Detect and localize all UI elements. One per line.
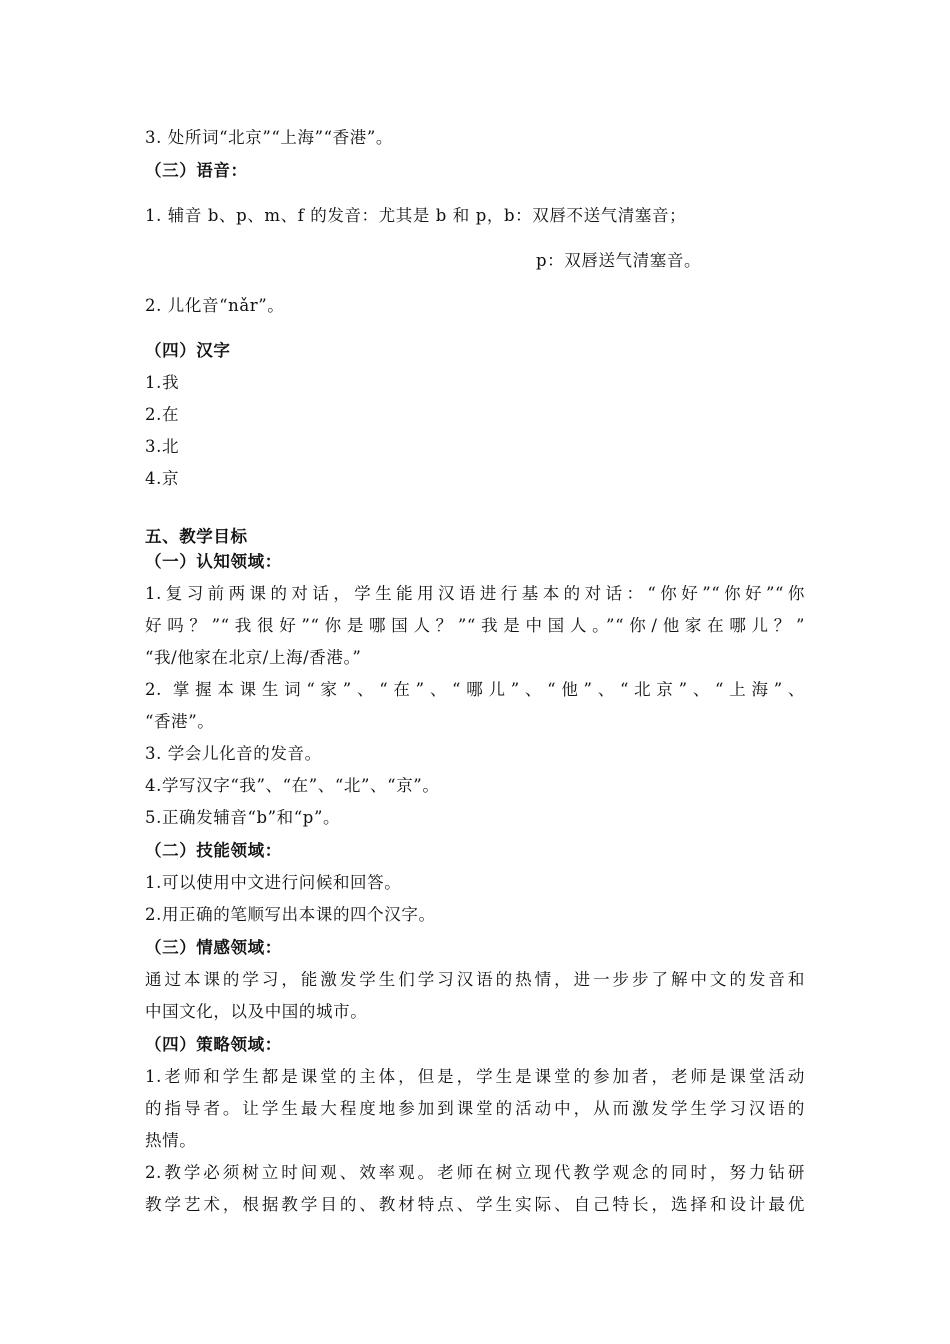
strategy-domain-heading: （四）策略领域： xyxy=(145,1035,282,1054)
cognitive-domain-heading: （一）认知领域： xyxy=(145,552,282,571)
cognitive-line: 好吗？”“我很好”“你是哪国人？”“我是中国人。”“你/他家在哪儿？” xyxy=(145,616,805,635)
affective-domain-heading: （三）情感领域： xyxy=(145,938,282,957)
character-item: 4.京 xyxy=(145,469,180,488)
phonetics-item-3: 3. 处所词“北京”“上海”“香港”。 xyxy=(145,128,393,147)
teaching-goals-heading: 五、教学目标 xyxy=(145,527,248,546)
phonetics-item-1: 1. 辅音 b、p、m、f 的发音：尤其是 b 和 p，b：双唇不送气清塞音； xyxy=(145,206,687,225)
strategy-line: 教学艺术，根据教学目的、教材特点、学生实际、自己特长，选择和设计最优 xyxy=(145,1195,805,1214)
skills-line: 1.可以使用中文进行问候和回答。 xyxy=(145,873,402,892)
character-item: 1.我 xyxy=(145,373,180,392)
characters-heading: （四）汉字 xyxy=(145,341,231,360)
phonetics-heading: （三）语音： xyxy=(145,161,248,180)
character-item: 2.在 xyxy=(145,405,180,424)
strategy-line: 热情。 xyxy=(145,1131,197,1150)
strategy-line: 2.教学必须树立时间观、效率观。老师在树立现代教学观念的同时，努力钻研 xyxy=(145,1163,805,1182)
skills-domain-heading: （二）技能领域： xyxy=(145,841,282,860)
cognitive-line: “香港”。 xyxy=(145,712,215,731)
cognitive-line: 4.学写汉字“我”、“在”、“北”、“京”。 xyxy=(145,776,440,795)
cognitive-line: 5.正确发辅音“b”和“p”。 xyxy=(145,808,341,827)
strategy-line: 的指导者。让学生最大程度地参加到课堂的活动中，从而激发学生学习汉语的 xyxy=(145,1099,805,1118)
affective-line: 中国文化，以及中国的城市。 xyxy=(145,1002,368,1021)
cognitive-line: 1.复习前两课的对话，学生能用汉语进行基本的对话：“你好”“你好”“你 xyxy=(145,584,805,603)
affective-line: 通过本课的学习，能激发学生们学习汉语的热情，进一步步了解中文的发音和 xyxy=(145,970,805,989)
character-item: 3.北 xyxy=(145,437,180,456)
strategy-line: 1.老师和学生都是课堂的主体，但是，学生是课堂的参加者，老师是课堂活动 xyxy=(145,1067,805,1086)
skills-line: 2.用正确的笔顺写出本课的四个汉字。 xyxy=(145,905,436,924)
cognitive-line: 2. 掌握本课生词“家”、“在”、“哪儿”、“他”、“北京”、“上海”、 xyxy=(145,680,805,699)
cognitive-line: “我/他家在北京/上海/香港。” xyxy=(145,648,362,667)
phonetics-item-1-continued: p：双唇送气清塞音。 xyxy=(536,251,702,270)
phonetics-item-2: 2. 儿化音“nǎr”。 xyxy=(145,296,285,315)
cognitive-line: 3. 学会儿化音的发音。 xyxy=(145,744,322,763)
